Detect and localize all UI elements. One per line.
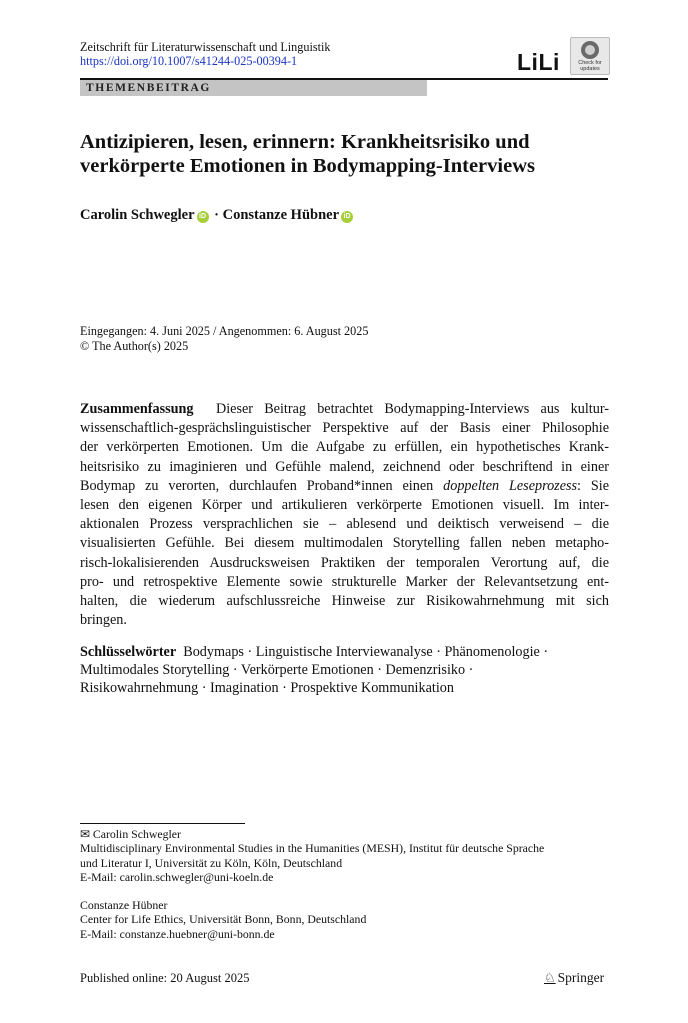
abstract — [80, 400, 609, 630]
affiliation-second — [80, 898, 609, 941]
journal-logo: LiLi — [517, 49, 560, 75]
abstract-text: halten, die wiederum aufschlussreiche Hinweise zur Risikowahrnehmung mit sich — [80, 593, 609, 610]
abstract-text: pro- und retrospektive Elemente sowie strukturelle Marker der Relevantsetzung ent- — [80, 573, 609, 590]
abstract-text: der verkörperten Emotionen. Um die Aufgabe zu erfüllen, ein hypothetisches Krank- — [80, 439, 609, 456]
abstract-text: risch-lokalisierenden Ausdrucksweisen Praktiken der temporalen Verortung auf, die — [80, 554, 609, 571]
affiliation-corresponding — [80, 827, 609, 885]
keywords — [80, 643, 609, 697]
keywords-text: Multimodales Storytelling · Verkörperte Emotionen · Demenzrisiko · — [80, 662, 474, 678]
abstract-text: wissenschaftlich-gesprächslinguistischer Perspektive auf der Basis einer Philosophie — [80, 420, 609, 437]
received-accepted-dates: Eingegangen: 4. Juni 2025 / Angenommen: 6. August 2025 — [80, 324, 369, 338]
article-title — [80, 130, 600, 178]
affiliation-email[interactable]: E-Mail: carolin.schwegler@uni-koeln.de — [80, 870, 274, 885]
envelope-icon: ✉ — [80, 827, 90, 841]
orcid-icon[interactable]: iD — [197, 211, 209, 223]
abstract-text: heitsrisiko zu imaginieren und Gefühle malend, zeichnend oder beschriftend in einer — [80, 458, 609, 475]
springer-horse-icon: ♘ — [544, 970, 556, 985]
orcid-icon[interactable]: iD — [341, 211, 353, 223]
publisher-name: Springer — [557, 970, 605, 985]
keywords-text: Bodymaps · Linguistische Interviewanalyse · Phänomenologie · — [183, 644, 549, 660]
section-label: THEMENBEITRAG — [86, 82, 211, 94]
abstract-text: : Sie — [577, 477, 610, 494]
keywords-label: Schlüsselwörter — [80, 644, 177, 660]
keywords-text: Risikowahrnehmung · Imagination · Prospektive Kommunikation — [80, 680, 454, 696]
abstract-text: lesen den eigenen Körper und artikulieren verkörperte Emotionen visuell. Im inter- — [80, 497, 609, 514]
copyright: © The Author(s) 2025 — [80, 338, 189, 353]
footnote-rule — [80, 823, 245, 824]
abstract-emphasis: doppelten Leseprozess — [443, 477, 578, 494]
article-dates — [80, 324, 368, 353]
published-online: Published online: 20 August 2025 — [80, 971, 250, 985]
affiliation-line: und Literatur I, Universität zu Köln, Köln, Deutschland — [80, 855, 343, 870]
affiliation-line: Multidisciplinary Environmental Studies in the Humanities (MESH), Institut für deutsche Sprache — [80, 841, 545, 856]
journal-name: Zeitschrift für Literaturwissenschaft und Linguistik — [80, 40, 331, 54]
affiliation-email[interactable]: E-Mail: constanze.huebner@uni-bonn.de — [80, 926, 275, 941]
affiliation-name: Carolin Schwegler — [92, 827, 181, 841]
abstract-text: visualisierten Gefühle. Bei diesem multimodalen Storytelling fallen neben metapho- — [80, 535, 609, 552]
author-list — [80, 206, 355, 224]
bookmark-icon — [581, 41, 599, 59]
check-for-updates-badge[interactable] — [570, 37, 610, 75]
author-name[interactable]: Constanze Hübner — [222, 207, 340, 223]
abstract-text: aktionalen Prozess versprachlichen sie – ablesend und deiktisch verweisend – die — [80, 516, 609, 533]
affiliation-name: Constanze Hübner — [80, 898, 168, 912]
check-for-updates-label: Check for updates — [578, 60, 602, 72]
abstract-text: bringen. — [80, 612, 127, 629]
abstract-text: Bodymap zu verorten, durchlaufen Proband*innen einen — [80, 477, 434, 494]
author-name[interactable]: Carolin Schwegler — [80, 207, 195, 223]
abstract-text: Dieser Beitrag betrachtet Bodymapping-Interviews aus kultur- — [215, 401, 610, 417]
doi-link[interactable]: https://doi.org/10.1007/s41244-025-00394-1 — [80, 54, 298, 68]
abstract-label: Zusammenfassung — [80, 401, 194, 417]
publisher-logo — [544, 969, 604, 987]
title-line: Antizipieren, lesen, erinnern: Krankheitsrisiko und — [80, 131, 530, 153]
author-separator: · — [214, 207, 219, 223]
affiliation-line: Center for Life Ethics, Universität Bonn, Bonn, Deutschland — [80, 912, 367, 927]
title-line: verkörperte Emotionen in Bodymapping-Interviews — [80, 155, 535, 177]
